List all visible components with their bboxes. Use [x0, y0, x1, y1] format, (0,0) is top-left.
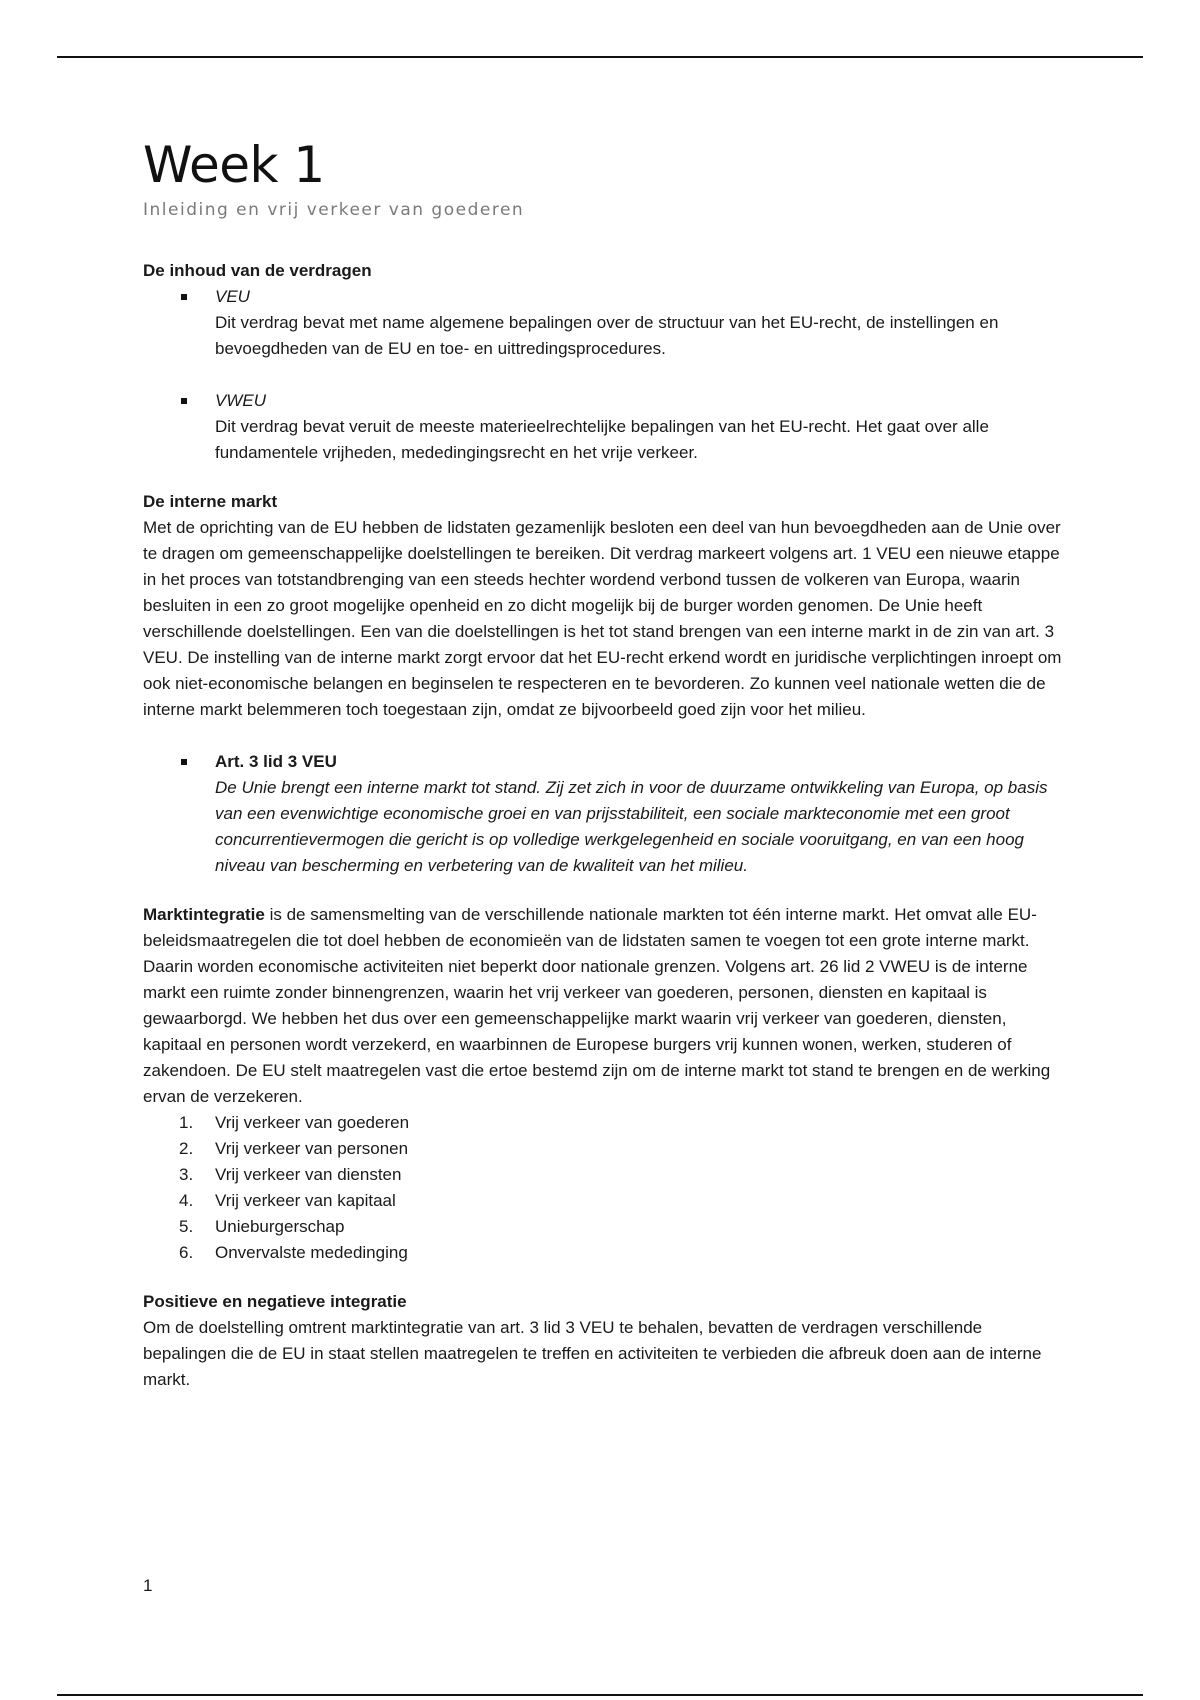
list-text: Vrij verkeer van goederen: [215, 1113, 410, 1132]
list-number: 2.: [179, 1139, 194, 1158]
header-rule: [57, 56, 1143, 58]
list-text: Onvervalste mededinging: [215, 1243, 408, 1262]
list-number: 1.: [179, 1113, 194, 1132]
section-heading: De interne markt: [143, 492, 278, 511]
list-item: [215, 749, 1063, 879]
list-item: [179, 1110, 1063, 1136]
list-text: Vrij verkeer van kapitaal: [215, 1191, 396, 1210]
page-number: 1: [143, 1576, 153, 1595]
list-item: [179, 1188, 1063, 1214]
paragraph: Met de oprichting van de EU hebben de lidstaten gezamenlijk besloten een deel van hun bevoegdheden aan de Unie over te dragen om gemeenschappelijke doelstellingen te bereiken. Dit verdrag markeert volgens art. 1 VEU een nieuwe etappe in het proces van totstandbrenging van een steeds hechter wordend verbond tussen de volkeren van Europa, waarin besluiten in een zo groot mogelijke openheid en zo dicht mogelijk bij de burger worden genomen. De Unie heeft verschillende doelstellingen. Een van die doelstellingen is het tot stand brengen van een interne markt in de zin van art. 3 VEU. De instelling van de interne markt zorgt ervoor dat het EU-recht erkend wordt en juridische verplichtingen inroept om ook niet-economische belangen en beginselen te respecteren en te bevorderen. Zo kunnen veel nationale wetten die de interne markt belemmeren toch toegestaan zijn, omdat ze bijvoorbeeld goed zijn voor het milieu.: [143, 518, 1062, 719]
freedoms-list: [143, 1110, 1063, 1266]
lead-term: Marktintegratie: [143, 905, 265, 924]
article-list: [143, 749, 1063, 879]
list-item: [215, 388, 1063, 466]
section-heading: Positieve en negatieve integratie: [143, 1292, 407, 1311]
list-item: [179, 1136, 1063, 1162]
section-treaties: [143, 258, 1063, 466]
list-item: [179, 1240, 1063, 1266]
section-internal-market: [143, 489, 1063, 879]
treaty-term: VEU: [215, 287, 250, 306]
article-title: Art. 3 lid 3 VEU: [215, 752, 337, 771]
document-page: [143, 136, 1063, 1393]
list-item: [215, 284, 1063, 362]
list-item: [179, 1214, 1063, 1240]
list-text: Vrij verkeer van diensten: [215, 1165, 402, 1184]
list-number: 5.: [179, 1217, 194, 1236]
treaty-list: [143, 284, 1063, 466]
document-title: Week 1: [143, 136, 325, 194]
treaty-description: Dit verdrag bevat met name algemene bepalingen over de structuur van het EU-recht, de instellingen en bevoegdheden van de EU en toe- en uittredingsprocedures.: [215, 313, 999, 358]
list-number: 3.: [179, 1165, 194, 1184]
paragraph-text: is de samensmelting van de verschillende nationale markten tot één interne markt. Het omvat alle EU-beleidsmaatregelen die tot doel hebben de economieën van de lidstaten samen te voegen tot een grote interne markt. Daarin worden economische activiteiten niet beperkt door nationale grenzen. Volgens art. 26 lid 2 VWEU is de interne markt een ruimte zonder binnengrenzen, waarin het vrij verkeer van goederen, personen, diensten en kapitaal is gewaarborgd. We hebben het dus over een gemeenschappelijke markt waarin vrij verkeer van goederen, diensten, kapitaal en personen wordt verzekerd, en waarbinnen de Europese burgers vrij kunnen wonen, werken, studeren of zakendoen. De EU stelt maatregelen vast die ertoe bestemd zijn om de interne markt tot stand te brengen en de werking ervan de verzekeren.: [143, 905, 1051, 1106]
paragraph: Om de doelstelling omtrent marktintegratie van art. 3 lid 3 VEU te behalen, bevatten de verdragen verschillende bepalingen die de EU in staat stellen maatregelen te treffen en activiteiten te verbieden die afbreuk doen aan de interne markt.: [143, 1318, 1042, 1389]
section-heading: De inhoud van de verdragen: [143, 261, 372, 280]
section-integration: [143, 1289, 1063, 1393]
list-text: Unieburgerschap: [215, 1217, 345, 1236]
document-body: [143, 258, 1063, 1393]
list-number: 6.: [179, 1243, 194, 1262]
document-subtitle: Inleiding en vrij verkeer van goederen: [143, 200, 525, 220]
section-market-integration: [143, 902, 1063, 1266]
treaty-description: Dit verdrag bevat veruit de meeste materieelrechtelijke bepalingen van het EU-recht. Het gaat over alle fundamentele vrijheden, mededingingsrecht en het vrije verkeer.: [215, 417, 989, 462]
list-text: Vrij verkeer van personen: [215, 1139, 409, 1158]
paragraph: [143, 902, 1063, 1110]
list-number: 4.: [179, 1191, 194, 1210]
list-item: [179, 1162, 1063, 1188]
treaty-term: VWEU: [215, 391, 266, 410]
footer-rule: [57, 1694, 1143, 1696]
article-quote: De Unie brengt een interne markt tot stand. Zij zet zich in voor de duurzame ontwikkeling van Europa, op basis van een evenwichtige economische groei en van prijsstabiliteit, een sociale markteconomie met een groot concurrentievermogen die gericht is op volledige werkgelegenheid en sociale vooruitgang, en van een hoog niveau van bescherming en verbetering van de kwaliteit van het milieu.: [215, 778, 1048, 875]
